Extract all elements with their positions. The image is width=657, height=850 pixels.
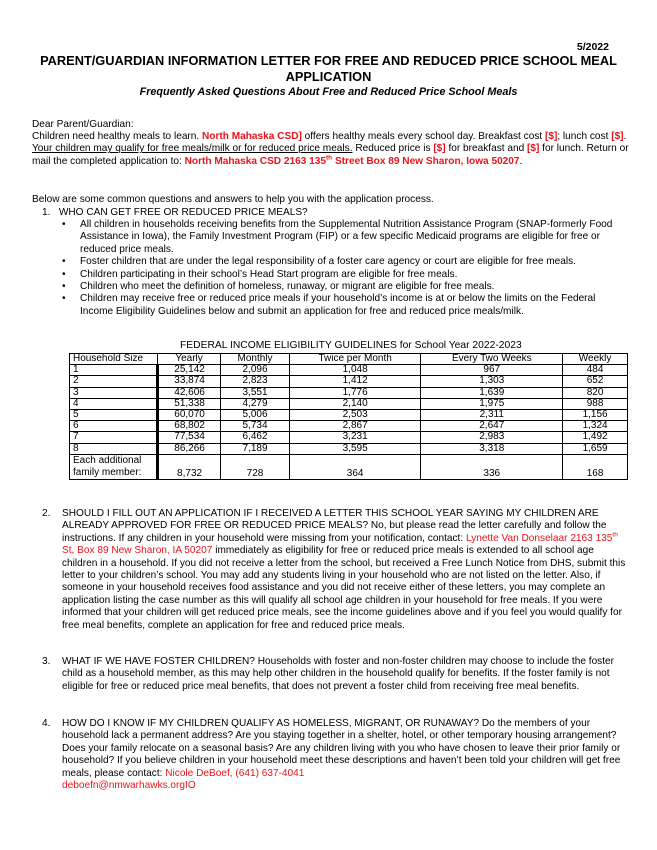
document-date: 5/2022: [576, 41, 609, 53]
intro-text: .: [623, 131, 627, 142]
table-cell: 336: [421, 454, 563, 479]
table-cell: 51,338: [158, 398, 221, 409]
table-cell: 1,048: [289, 365, 421, 376]
question-number: 3.: [42, 656, 51, 667]
household-size-cell: 8: [70, 443, 158, 454]
intro-paragraph: [32, 131, 632, 168]
question-3-paragraph: WHAT IF WE HAVE FOSTER CHILDREN? Households with foster and non-foster children may choose to include the foster child as a household member, as this may help other children in the household qualify for benefits. If the foster family is not eligible for free or reduced price meal benefits, that does not prevent a foster child from receiving free meal benefits.: [62, 656, 615, 692]
column-header: Monthly: [221, 354, 290, 365]
intro-text: for lunch. Return or mail the completed application to:: [32, 143, 629, 167]
household-size-cell: 5: [70, 410, 158, 421]
table-cell: 820: [563, 387, 628, 398]
household-size-cell: 4: [70, 398, 158, 409]
table-cell: 1,324: [563, 421, 628, 432]
table-cell: 42,606: [158, 387, 221, 398]
table-cell: 2,503: [289, 410, 421, 421]
intro-text: ; lunch cost: [557, 131, 612, 142]
list-item: • All children in households receiving benefits from the Supplemental Nutrition Assistance Program (SNAP-formerly Food Assistance in Iowa), the Family Investment Program (FIP) or a few specific Medicaid programs are eligible for free or reduced price meals.: [60, 219, 630, 256]
intro-text: Children need healthy meals to learn.: [32, 131, 203, 142]
table-row-additional: [70, 454, 628, 479]
table-row: [70, 387, 628, 398]
contact-part: Lynette Van Donselaar 2163 135: [465, 532, 613, 544]
address-part: Street Box 89 New Sharon, Iowa 50207: [332, 155, 520, 167]
question-number: 2.: [42, 508, 51, 519]
column-header: Yearly: [158, 354, 221, 365]
household-size-cell: 3: [70, 387, 158, 398]
column-header: Every Two Weeks: [421, 354, 563, 365]
qualify-notice: Your children may qualify for free meals/milk or for reduced price meals.: [32, 143, 353, 155]
table-cell: 1,156: [563, 410, 628, 421]
lunch-cost: [$]: [611, 131, 624, 142]
question-number: 1.: [42, 207, 51, 218]
question-text: immediately as eligibility for free or reduced price meals is extended to all school age children in a household. If you did not receive a letter from the school, but received a Free Lunch Notice from DHS, submit this letter to your children’s school. You may add any students living in your household who are not listed on the letter. Also, if someone in your household receives food assistance and you did not receive either of these letters, you may complete an application listing the case number as this will qualify all school age children in your household for free meals. If you were informed that your children will get reduced price meals, see the income guidelines above and if you feel you would qualify for free meal benefits, complete an application for free and reduced price meals.: [62, 545, 626, 631]
breakfast-cost: [$]: [544, 131, 558, 142]
table-cell: 3,231: [289, 432, 421, 443]
contact-sup: th: [612, 531, 618, 539]
intro-text: offers healthy meals every school day. Breakfast cost: [301, 131, 545, 142]
table-title: FEDERAL INCOME ELIGIBILITY GUIDELINES for School Year 2022-2023: [180, 340, 522, 351]
table-cell: 1,776: [289, 387, 421, 398]
table-cell: 4,279: [221, 398, 290, 409]
table-cell: 652: [563, 376, 628, 387]
address-sup: th: [326, 154, 333, 162]
list-item: • Children participating in their school’s Head Start program are eligible for free meals.: [60, 269, 630, 281]
table-cell: 2,311: [421, 410, 563, 421]
table-cell: 2,140: [289, 398, 421, 409]
household-size-cell: 6: [70, 421, 158, 432]
address-part: North Mahaska CSD 2163 135: [184, 155, 327, 167]
table-cell: 5,006: [221, 410, 290, 421]
question-1-heading: [42, 207, 308, 218]
question-number: 4.: [42, 718, 51, 729]
question-text: HOW DO I KNOW IF MY CHILDREN QUALIFY AS HOMELESS, MIGRANT, OR RUNAWAY? Do the members of your household lack a permanent address? Are you staying together in a shelter, hotel, or other temporary housing arrangement? Does your family relocate on a seasonal basis? Are any children living with you who have chosen to leave their prior family or household? If you believe children in your household meet these descriptions and haven’t been told your children will get free meals, please contact:: [62, 718, 621, 779]
table-cell: 967: [421, 365, 563, 376]
table-cell: 5,734: [221, 421, 290, 432]
question-2-paragraph: [62, 508, 632, 632]
table-row: [70, 432, 628, 443]
household-size-cell: 1: [70, 365, 158, 376]
table-cell: 86,266: [158, 443, 221, 454]
table-cell: 1,492: [563, 432, 628, 443]
label-line: Each additional: [73, 454, 142, 466]
table-cell: 728: [221, 454, 290, 479]
intro-text: .: [519, 155, 523, 167]
list-item: • Children may receive free or reduced price meals if your household’s income is at or below the limits on the Federal Income Eligibility Guidelines below and submit an application for free and reduced price meals/milk.: [60, 293, 630, 318]
table-cell: 2,867: [289, 421, 421, 432]
intro-text: for breakfast and: [445, 143, 528, 155]
mailing-address: [185, 156, 520, 167]
table-cell: 1,412: [289, 376, 421, 387]
table-cell: 168: [563, 454, 628, 479]
greeting: Dear Parent/Guardian:: [32, 119, 134, 130]
table-cell: 33,874: [158, 376, 221, 387]
table-cell: 2,647: [421, 421, 563, 432]
reduced-breakfast-cost: [$]: [433, 143, 446, 155]
income-guidelines-table: [69, 353, 628, 480]
label-line: family member:: [73, 466, 142, 478]
table-cell: 8,732: [158, 454, 221, 479]
table-cell: 2,983: [421, 432, 563, 443]
contact-email-link[interactable]: deboefn@nmwarhawks.orgIO: [62, 780, 196, 792]
table-cell: 60,070: [158, 410, 221, 421]
table-cell: 2,823: [221, 376, 290, 387]
table-cell: 6,462: [221, 432, 290, 443]
column-header: Weekly: [563, 354, 628, 365]
table-cell: 1,975: [421, 398, 563, 409]
question-text: SHOULD I FILL OUT AN APPLICATION IF I RECEIVED A LETTER THIS SCHOOL YEAR SAYING MY CHILDREN ARE ALREADY APPROVED FOR FREE OR REDUCED PRICE MEALS? No, but please read the letter carefully and follow the instructions. If any children in your household were missing from your notification, contact:: [62, 508, 607, 544]
table-row: [70, 410, 628, 421]
column-header: Household Size: [70, 354, 158, 365]
lead-text: Below are some common questions and answers to help you with the application process.: [32, 194, 434, 205]
table-cell: 3,551: [221, 387, 290, 398]
contact-name-phone: Nicole DeBoef, (641) 637-4041: [165, 767, 305, 779]
table-row: [70, 398, 628, 409]
table-cell: 3,595: [289, 443, 421, 454]
question-4-paragraph: [62, 718, 632, 792]
additional-member-label: [70, 454, 158, 479]
table-cell: 988: [563, 398, 628, 409]
table-cell: 3,318: [421, 443, 563, 454]
table-row: [70, 443, 628, 454]
question-text: WHO CAN GET FREE OR REDUCED PRICE MEALS?: [58, 207, 308, 218]
table-cell: 484: [563, 365, 628, 376]
table-cell: 77,534: [158, 432, 221, 443]
table-row: [70, 421, 628, 432]
household-size-cell: 7: [70, 432, 158, 443]
list-item: • Children who meet the definition of homeless, runaway, or migrant are eligible for free meals.: [60, 281, 630, 293]
table-cell: 2,096: [221, 365, 290, 376]
table-header-row: [70, 354, 628, 365]
table-cell: 364: [289, 454, 421, 479]
intro-text: Reduced price is: [352, 143, 434, 155]
table-cell: 7,189: [221, 443, 290, 454]
reduced-lunch-cost: [$]: [527, 143, 540, 155]
table-cell: 1,639: [421, 387, 563, 398]
column-header: Twice per Month: [289, 354, 421, 365]
table-row: [70, 365, 628, 376]
table-cell: 1,303: [421, 376, 563, 387]
contact-part: St, Box 89 New Sharon, IA 50207: [62, 545, 213, 557]
eligibility-list: [60, 219, 630, 318]
household-size-cell: 2: [70, 376, 158, 387]
page-subtitle: Frequently Asked Questions About Free and Reduced Price School Meals: [139, 86, 518, 98]
table-cell: 68,802: [158, 421, 221, 432]
table-cell: 25,142: [158, 365, 221, 376]
district-name: North Mahaska CSD]: [202, 131, 302, 142]
table-row: [70, 376, 628, 387]
table-cell: 1,659: [563, 443, 628, 454]
page-title: PARENT/GUARDIAN INFORMATION LETTER FOR FREE AND REDUCED PRICE SCHOOL MEAL APPLICATION: [40, 53, 617, 84]
list-item: • Foster children that are under the legal responsibility of a foster care agency or court are eligible for free meals.: [60, 256, 630, 268]
